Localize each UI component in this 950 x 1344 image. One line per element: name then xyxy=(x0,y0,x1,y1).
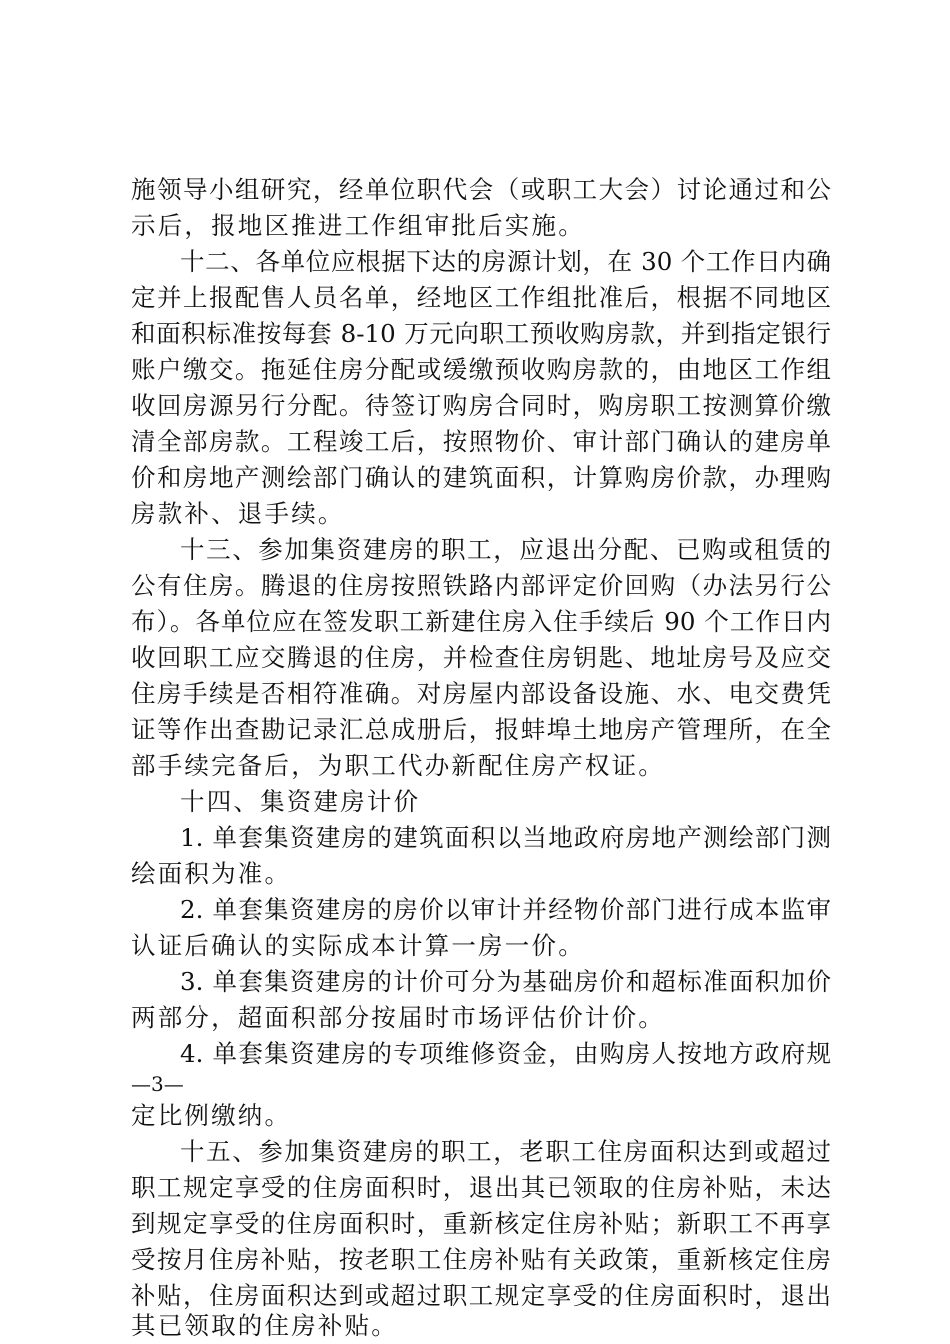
text-line: 定并上报配售人员名单，经地区工作组批准后，根据不同地区 xyxy=(131,283,831,312)
text-line: 证等作出查勘记录汇总成册后，报蚌埠土地房产管理所，在全 xyxy=(131,715,831,744)
list-item-4-line: 4. 单套集资建房的专项维修资金，由购房人按地方政府规 xyxy=(180,1039,831,1068)
text-line: 受按月住房补贴，按老职工住房补贴有关政策，重新核定住房 xyxy=(131,1245,831,1274)
text-line: 账户缴交。拖延住房分配或缓缴预收购房款的，由地区工作组 xyxy=(131,355,831,384)
page-number: —3— xyxy=(131,1072,184,1096)
list-item-2-line: 2. 单套集资建房的房价以审计并经物价部门进行成本监审 xyxy=(180,895,831,924)
text-line: 价和房地产测绘部门确认的建筑面积，计算购房价款，办理购 xyxy=(131,463,831,492)
text-line: 房款补、退手续。 xyxy=(131,499,345,528)
section-13-heading-line: 十三、参加集资建房的职工，应退出分配、已购或租赁的 xyxy=(180,535,831,564)
text-line: 认证后确认的实际成本计算一房一价。 xyxy=(131,931,585,960)
text-line: 布）。各单位应在签发职工新建住房入住手续后 90 个工作日内 xyxy=(131,607,831,636)
text-line: 职工规定享受的住房面积时，退出其已领取的住房补贴，未达 xyxy=(131,1173,831,1202)
section-15-heading-line: 十五、参加集资建房的职工，老职工住房面积达到或超过 xyxy=(180,1137,831,1166)
text-line: 清全部房款。工程竣工后，按照物价、审计部门确认的建房单 xyxy=(131,427,831,456)
text-line: 两部分，超面积部分按届时市场评估价计价。 xyxy=(131,1003,665,1032)
text-line: 到规定享受的住房面积时，重新核定住房补贴；新职工不再享 xyxy=(131,1209,831,1238)
text-line: 绘面积为准。 xyxy=(131,859,292,888)
text-line: 示后，报地区推进工作组审批后实施。 xyxy=(131,211,585,240)
text-line: 收回职工应交腾退的住房，并检查住房钥匙、地址房号及应交 xyxy=(131,643,831,672)
text-line: 其已领取的住房补贴。 xyxy=(131,1311,398,1340)
text-line: 定比例缴纳。 xyxy=(131,1101,292,1130)
section-14-heading: 十四、集资建房计价 xyxy=(180,787,421,816)
text-line: 补贴，住房面积达到或超过职工规定享受的住房面积时，退出 xyxy=(131,1281,831,1310)
list-item-1-line: 1. 单套集资建房的建筑面积以当地政府房地产测绘部门测 xyxy=(180,823,831,852)
text-line: 施领导小组研究，经单位职代会（或职工大会）讨论通过和公 xyxy=(131,175,831,204)
text-line: 部手续完备后，为职工代办新配住房产权证。 xyxy=(131,751,665,780)
text-line: 公有住房。腾退的住房按照铁路内部评定价回购（办法另行公 xyxy=(131,571,831,600)
text-line: 收回房源另行分配。待签订购房合同时，购房职工按测算价缴 xyxy=(131,391,831,420)
text-line: 和面积标准按每套 8-10 万元向职工预收购房款，并到指定银行 xyxy=(131,319,831,348)
section-12-heading-line: 十二、各单位应根据下达的房源计划，在 30 个工作日内确 xyxy=(180,247,831,276)
text-line: 住房手续是否相符准确。对房屋内部设备设施、水、电交费凭 xyxy=(131,679,831,708)
list-item-3-line: 3. 单套集资建房的计价可分为基础房价和超标准面积加价 xyxy=(180,967,831,996)
